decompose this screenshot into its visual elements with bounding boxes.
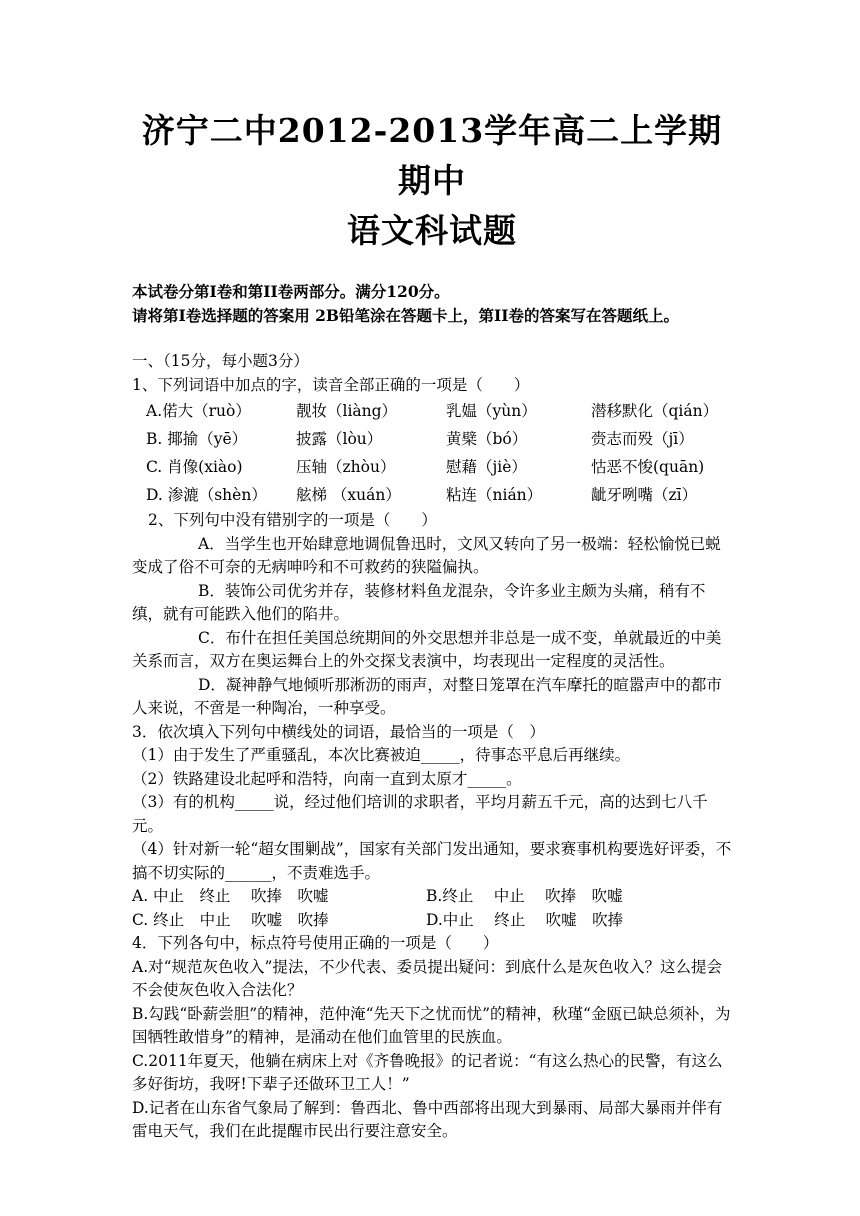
- q1-options: [146, 397, 732, 509]
- q1-option: 披露（lòu）: [296, 430, 383, 448]
- q3-item: （3）有的机构_____说，经过他们培训的求职者，平均月薪五千元，高的达到七八千元。: [132, 793, 708, 835]
- q1-option: B. 揶揄（yē）: [146, 430, 248, 448]
- q1-option: 舷梯 （xuán）: [296, 486, 401, 504]
- q1-option: 粘连（nián）: [446, 486, 543, 504]
- exam-title: 济宁二中2012-2013学年高二上学期期中: [141, 111, 723, 200]
- q1-option: A.偌大（ruò）: [146, 402, 251, 420]
- q2-option: A．当学生也开始肆意地调侃鲁迅时，文风又转向了另一极端：轻松愉悦已蜕变成了俗不可奈的无病呻吟和不可救药的狭隘偏执。: [132, 534, 721, 576]
- q1-option: 靓妆（liàng）: [296, 402, 398, 420]
- q1-option: 压轴（zhòu）: [296, 458, 396, 476]
- q3-answer: C. 终止 中止 吹嘘 吹捧: [132, 910, 329, 929]
- q1-option: 乳媪（yùn）: [446, 402, 537, 420]
- q4-option: C.2011年夏天，他躺在病床上对《齐鲁晚报》的记者说：“有这么热心的民警，有这么多好街坊，我呀!下辈子还做环卫工人！”: [132, 1051, 723, 1093]
- question-stem: 4．下列各句中，标点符号使用正确的一项是（ ）: [132, 934, 499, 952]
- q1-option: 潜移默化（qián）: [591, 402, 719, 420]
- q3-item: （4）针对新一轮“超女围剿战”，国家有关部门发出通知，要求赛事机构要选好评委，不搞不切实际的______，不责难选手。: [132, 840, 732, 882]
- q4-option: B.勾践“卧薪尝胆”的精神，范仲淹“先天下之忧而忧”的精神，秋瑾“金瓯已缺总须补，为国牺牲敢惜身”的精神，是涌动在他们血管里的民族血。: [132, 1004, 731, 1046]
- q2-option: C．布什在担任美国总统期间的外交思想并非总是一成不变，单就最近的中美关系而言，双方在奥运舞台上的外交探戈表演中，均表现出一定程度的灵活性。: [132, 628, 722, 670]
- q1-option: 黄檗（bó）: [446, 430, 528, 448]
- section-header: 一、（15分，每小题3分）: [132, 352, 309, 370]
- q3-answer: D.中止 终止 吹嘘 吹捧: [426, 910, 624, 929]
- intro-line: 本试卷分第I卷和第II卷两部分。满分120分。: [132, 282, 450, 301]
- q1-option: 赍志而殁（jī）: [591, 430, 694, 448]
- q2-option: B．装饰公司优劣并存，装修材料鱼龙混杂，令许多业主颇为头痛，稍有不缜，就有可能跌入他们的陷井。: [132, 581, 706, 623]
- q1-option: C. 肖像(xiào): [146, 458, 243, 476]
- q1-option: 慰藉（jiè）: [446, 458, 527, 476]
- q1-option: 怙恶不悛(quān): [591, 458, 705, 476]
- q4-option: D.记者在山东省气象局了解到：鲁西北、鲁中西部将出现大到暴雨、局部大暴雨并伴有雷电天气，我们在此提醒市民出行要注意安全。: [132, 1098, 723, 1140]
- exam-subtitle: 语文科试题: [347, 211, 517, 250]
- q1-option: 龇牙咧嘴（zī）: [591, 486, 698, 504]
- q4-option: A.对“规范灰色收入”提法，不少代表、委员提出疑问：到底什么是灰色收入？这么提会不会使灰色收入合法化？: [132, 957, 722, 999]
- question-stem: 2、下列句中没有错别字的一项是（ ）: [148, 511, 437, 529]
- q2-option: D．凝神静气地倾听那淅沥的雨声，对整日笼罩在汽车摩托的暄嚣声中的都市人来说，不啻是一种陶冶，一种享受。: [132, 675, 722, 717]
- q3-item: （2）铁路建设北起呼和浩特，向南一直到太原才_____。: [132, 769, 522, 788]
- question-stem: 1、下列词语中加点的字，读音全部正确的一项是（ ）: [132, 375, 530, 394]
- q1-option: D. 渗漉（shèn）: [146, 486, 267, 504]
- q3-answer: B.终止 中止 吹捧 吹嘘: [426, 887, 623, 905]
- intro-line: 请将第I卷选择题的答案用 2B铅笔涂在答题卡上，第II卷的答案写在答题纸上。: [132, 305, 680, 325]
- q3-answers: [132, 885, 732, 932]
- q3-answer: A. 中止 终止 吹捧 吹嘘: [132, 887, 329, 905]
- question-stem: 3．依次填入下列句中横线处的词语，最恰当的一项是（ ）: [132, 722, 545, 741]
- q3-item: （1）由于发生了严重骚乱，本次比赛被迫_____，待事态平息后再继续。: [132, 746, 631, 764]
- exam-body: [132, 280, 732, 1144]
